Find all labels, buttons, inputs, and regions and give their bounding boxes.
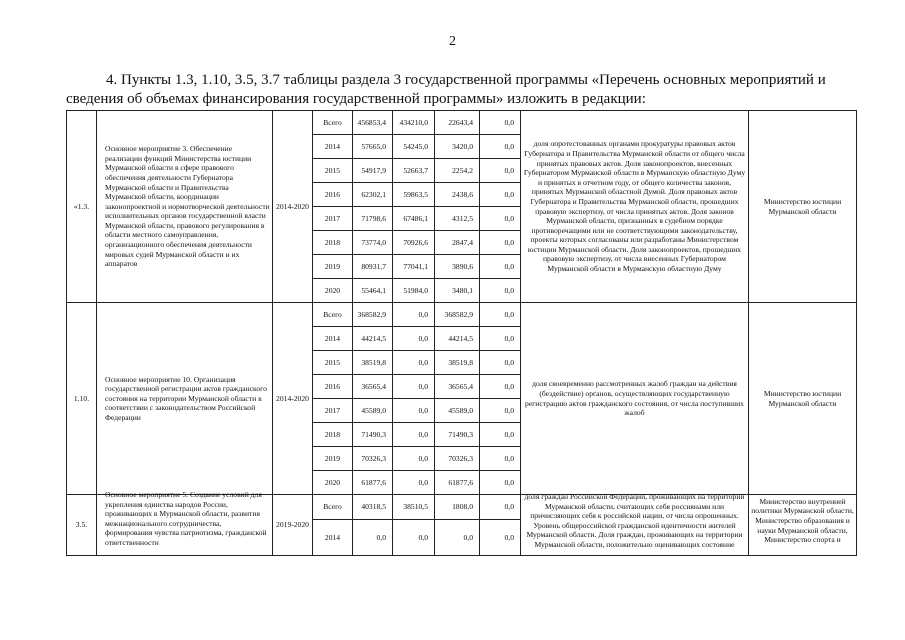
regional-budget-cell: 51984,0 (393, 279, 435, 303)
regional-budget-cell: 38510,5 (393, 495, 435, 520)
executor-cell: Министерство юстиции Мурманской области (749, 111, 857, 303)
regional-budget-cell: 0,0 (393, 399, 435, 423)
other-sources-cell: 0,0 (480, 375, 521, 399)
total-cell: 45589,0 (353, 399, 393, 423)
activity-description: Основное мероприятие 3. Обеспечение реализации функций Министерства юстиции Мурманской области в сфере правового обеспечения деятельности Губернатора Мурманской области и Правительства Мурманской области, координации законопроектной и нормотворческой деятельности исполнительных органов государственной власти Мурманской области, правового регулирования в области местного самоуправления, организационного обеспечения деятельности мировых судей Мурманской области и их аппаратов (97, 111, 273, 303)
total-cell: 44214,5 (353, 327, 393, 351)
federal-budget-cell: 38519,8 (435, 351, 480, 375)
implementation-period: 2014-2020 (273, 111, 313, 303)
total-cell: 73774,0 (353, 231, 393, 255)
section-heading (66, 71, 856, 109)
federal-budget-cell: 2254,2 (435, 159, 480, 183)
year-cell: Всего (313, 495, 353, 520)
year-cell: 2016 (313, 183, 353, 207)
regional-budget-cell: 0,0 (393, 351, 435, 375)
federal-budget-cell: 4312,5 (435, 207, 480, 231)
regional-budget-cell: 0,0 (393, 423, 435, 447)
total-cell: 70326,3 (353, 447, 393, 471)
indicators-cell (521, 492, 749, 556)
item-number: «1.3. (67, 111, 97, 303)
year-cell: Всего (313, 303, 353, 327)
page-number: 2 (449, 34, 456, 49)
heading-line-2: сведения об объемах финансирования государственной программы» изложить в редакции: (66, 91, 646, 107)
other-sources-cell: 0,0 (480, 183, 521, 207)
indicators-cell: доля своевременно рассмотренных жалоб граждан на действия (бездействие) органов, осуществляющих государственную регистрацию актов гражданского состояния, от числа поступивших жалоб (521, 303, 749, 495)
other-sources-cell: 0,0 (480, 423, 521, 447)
regional-budget-cell: 0,0 (393, 447, 435, 471)
other-sources-cell: 0,0 (480, 159, 521, 183)
federal-budget-cell: 3890,6 (435, 255, 480, 279)
regional-budget-cell: 67486,1 (393, 207, 435, 231)
total-cell: 80931,7 (353, 255, 393, 279)
federal-budget-cell: 2847,4 (435, 231, 480, 255)
other-sources-cell: 0,0 (480, 520, 521, 556)
year-cell: 2014 (313, 135, 353, 159)
year-cell: 2019 (313, 255, 353, 279)
program-activities-table (66, 110, 857, 556)
federal-budget-cell: 368582,9 (435, 303, 480, 327)
table-row (67, 111, 857, 135)
other-sources-cell: 0,0 (480, 255, 521, 279)
year-cell: 2017 (313, 399, 353, 423)
other-sources-cell: 0,0 (480, 471, 521, 495)
indicators-cell: доля опротестованных органами прокуратуры правовых актов Губернатора и Правительства Мурманской области от общего числа принятых правовых актов. Доля законопроектов, внесенных Губернатором Мурманской области в Мурманскую областную Думу и принятых в отчетном году, от общего количества законов, принятых Мурманской областной Думой. Доля правовых актов Губернатора и Правительства Мурманской области, прошедших правовую экспертизу, от числа принятых актов. Доля законов Мурманской области, признанных в судебном порядке противоречащими или не соответствующими законодательству, проекты которых согласованы или разработаны Министерством юстиции Мурманской области. Доля законопроектов, прошедших правовую экспертизу, от числа внесенных Губернатором Мурманской области в Мурманскую областную Думу (521, 111, 749, 303)
regional-budget-cell: 0,0 (393, 471, 435, 495)
federal-budget-cell: 36565,4 (435, 375, 480, 399)
year-cell: 2015 (313, 159, 353, 183)
regional-budget-cell: 77041,1 (393, 255, 435, 279)
other-sources-cell: 0,0 (480, 303, 521, 327)
year-cell: 2016 (313, 375, 353, 399)
other-sources-cell: 0,0 (480, 279, 521, 303)
activity-description (97, 490, 273, 556)
total-cell: 38519,8 (353, 351, 393, 375)
regional-budget-cell: 0,0 (393, 520, 435, 556)
other-sources-cell: 0,0 (480, 207, 521, 231)
year-cell: 2018 (313, 423, 353, 447)
other-sources-cell: 0,0 (480, 327, 521, 351)
federal-budget-cell: 3480,1 (435, 279, 480, 303)
executor-cell: Министерство юстиции Мурманской области (749, 303, 857, 495)
federal-budget-cell: 2438,6 (435, 183, 480, 207)
year-cell: 2020 (313, 471, 353, 495)
year-cell: 2020 (313, 279, 353, 303)
regional-budget-cell: 0,0 (393, 303, 435, 327)
item-number: 1.10. (67, 303, 97, 495)
indicators-text: доля граждан Российской Федерации, проживающих на территории Мурманской области, считающих себя россиянами или причисляющих себя к российской нации, от числа опрошенных. Уровень общероссийской гражданской идентичности жителей Мурманской области. Доля граждан, проживающих на территории Мурманской области, положительно оценивающих состояние (524, 492, 745, 549)
total-cell: 368582,9 (353, 303, 393, 327)
total-cell: 456853,4 (353, 111, 393, 135)
table-row (67, 495, 857, 520)
year-cell: Всего (313, 111, 353, 135)
implementation-period: 2019-2020 (273, 495, 313, 556)
federal-budget-cell: 3420,0 (435, 135, 480, 159)
federal-budget-cell: 70326,3 (435, 447, 480, 471)
other-sources-cell: 0,0 (480, 231, 521, 255)
regional-budget-cell: 59863,5 (393, 183, 435, 207)
executor-text: Министерство внутренней политики Мурманской области, Министерство образования и науки Мурманской области, Министерство спорта и (751, 496, 854, 545)
regional-budget-cell: 0,0 (393, 375, 435, 399)
regional-budget-cell: 54245,0 (393, 135, 435, 159)
total-cell: 71798,6 (353, 207, 393, 231)
table-row (67, 303, 857, 327)
federal-budget-cell: 61877,6 (435, 471, 480, 495)
year-cell: 2018 (313, 231, 353, 255)
total-cell: 36565,4 (353, 375, 393, 399)
federal-budget-cell: 1808,0 (435, 495, 480, 520)
executor-cell (749, 495, 857, 556)
item-number: 3.5. (67, 495, 97, 556)
total-cell: 57665,0 (353, 135, 393, 159)
activity-description: Основное мероприятие 10. Организация государственной регистрации актов гражданского состояния на территории Мурманской области в соответствии с законодательством Российской Федерации (97, 303, 273, 495)
regional-budget-cell: 434210,0 (393, 111, 435, 135)
federal-budget-cell: 44214,5 (435, 327, 480, 351)
year-cell: 2015 (313, 351, 353, 375)
year-cell: 2014 (313, 327, 353, 351)
total-cell: 40318,5 (353, 495, 393, 520)
other-sources-cell: 0,0 (480, 351, 521, 375)
other-sources-cell: 0,0 (480, 135, 521, 159)
regional-budget-cell: 52663,7 (393, 159, 435, 183)
regional-budget-cell: 70926,6 (393, 231, 435, 255)
total-cell: 71490,3 (353, 423, 393, 447)
implementation-period: 2014-2020 (273, 303, 313, 495)
total-cell: 61877,6 (353, 471, 393, 495)
total-cell: 62302,1 (353, 183, 393, 207)
year-cell: 2017 (313, 207, 353, 231)
federal-budget-cell: 22643,4 (435, 111, 480, 135)
other-sources-cell: 0,0 (480, 495, 521, 520)
activity-description-text: Основное мероприятие 5. Создание условий для укрепления единства народов России, проживающих в Мурманской области, развития межнационального сотрудничества, формирования чувства патриотизма, гражданской ответственности (105, 490, 267, 547)
heading-line-1: 4. Пункты 1.3, 1.10, 3.5, 3.7 таблицы раздела 3 государственной программы «Перечень основных мероприятий и (106, 72, 826, 88)
federal-budget-cell: 71490,3 (435, 423, 480, 447)
total-cell: 55464,1 (353, 279, 393, 303)
federal-budget-cell: 0,0 (435, 520, 480, 556)
year-cell: 2014 (313, 520, 353, 556)
federal-budget-cell: 45589,0 (435, 399, 480, 423)
total-cell: 54917,9 (353, 159, 393, 183)
year-cell: 2019 (313, 447, 353, 471)
other-sources-cell: 0,0 (480, 447, 521, 471)
total-cell: 0,0 (353, 520, 393, 556)
other-sources-cell: 0,0 (480, 399, 521, 423)
regional-budget-cell: 0,0 (393, 327, 435, 351)
other-sources-cell: 0,0 (480, 111, 521, 135)
